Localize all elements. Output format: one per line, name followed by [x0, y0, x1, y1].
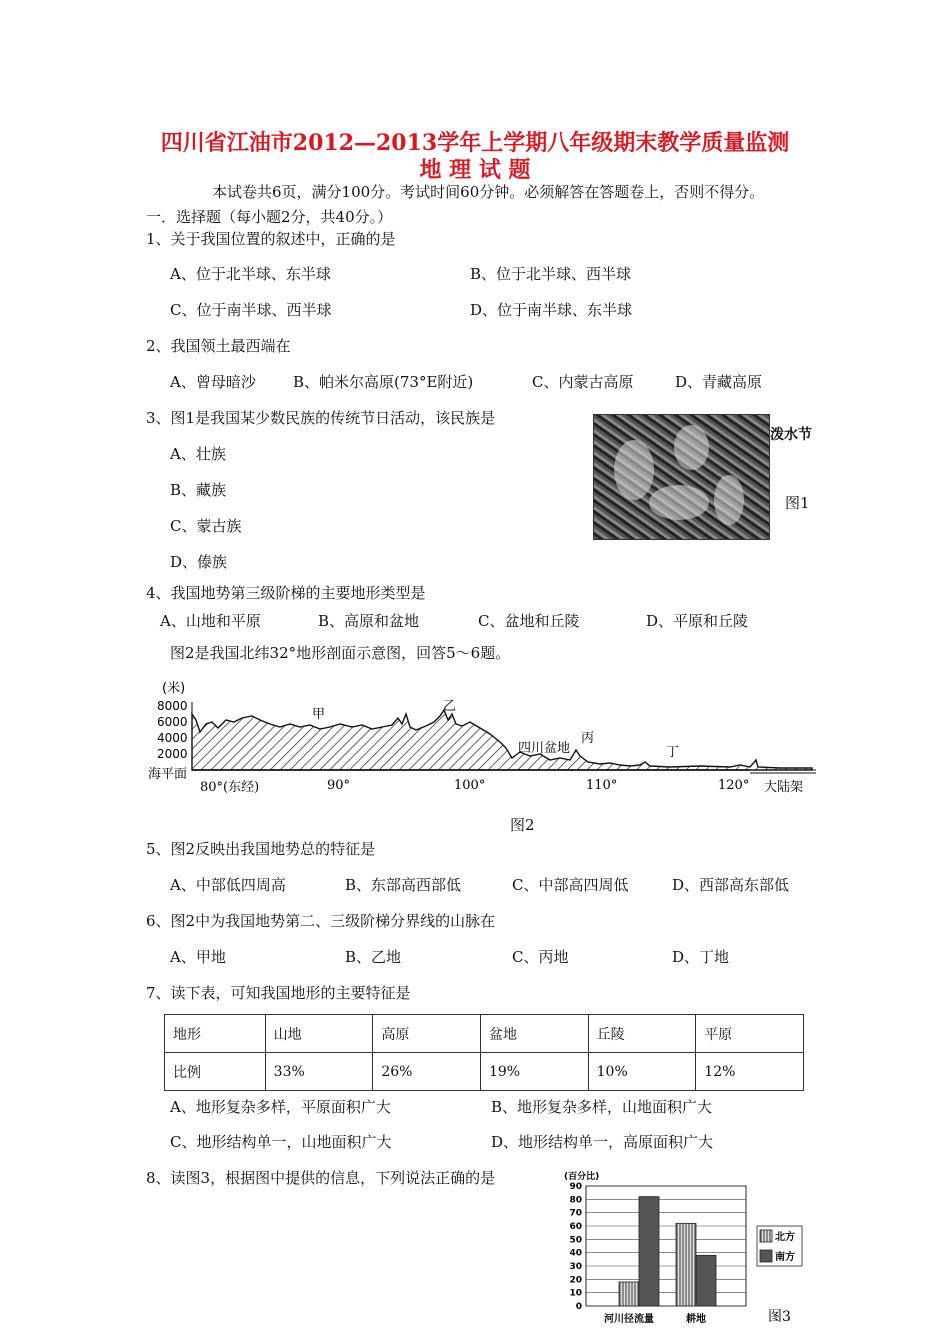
q5-option-c: C、中部高四周低: [512, 876, 629, 894]
q6-option-c: C、丙地: [512, 948, 569, 966]
q5-option-a: A、中部低四周高: [170, 876, 286, 894]
table-cell: 19%: [480, 1053, 588, 1091]
table-header-cell: 平原: [696, 1015, 804, 1053]
q3-option-c: C、蒙古族: [170, 517, 242, 535]
q7-option-d: D、地形结构单一，高原面积广大: [491, 1133, 714, 1151]
exam-intro: 本试卷共6页，满分100分。考试时间60分钟。必须解答在答题卷上，否则不得分。: [212, 183, 765, 201]
figure1-photo: [593, 414, 770, 540]
q6-option-a: A、甲地: [170, 948, 226, 966]
figure2-ytick-6000: 6000: [157, 715, 188, 729]
q6-option-d: D、丁地: [672, 948, 730, 966]
figure3-bar: [676, 1223, 696, 1306]
figure2-terrain: [192, 710, 812, 770]
q1-option-a: A、位于北半球、东半球: [170, 265, 331, 283]
figure3-ytick: 80: [569, 1195, 582, 1206]
table-header-cell: 山地: [265, 1015, 373, 1053]
figure2-place-jia: 甲: [312, 707, 326, 722]
section-heading: 一．选择题（每小题2分，共40分。）: [146, 208, 393, 226]
table-cell: 10%: [588, 1053, 696, 1091]
figure2-xtick-80: 80°(东经): [200, 780, 260, 795]
q3-stem: 3、图1是我国某少数民族的传统节日活动，该民族是: [146, 409, 496, 427]
table-header-cell: 盆地: [480, 1015, 588, 1053]
q4-option-d: D、平原和丘陵: [646, 612, 749, 630]
figure2-ytick-4000: 4000: [157, 731, 188, 745]
figure3-ytick: 20: [569, 1275, 582, 1286]
q1-stem: 1、关于我国位置的叙述中，正确的是: [146, 230, 396, 248]
figure3-legend-label: 北方: [775, 1232, 795, 1243]
figure2-xtick-100: 100°: [454, 778, 486, 793]
terrain-table: [164, 1014, 804, 1091]
q2-option-b: B、帕米尔高原(73°E附近): [293, 373, 474, 391]
figure3-ytick: 40: [569, 1248, 582, 1259]
q6-stem: 6、图2中为我国地势第二、三级阶梯分界线的山脉在: [146, 912, 496, 930]
q7-stem: 7、读下表，可知我国地形的主要特征是: [146, 984, 411, 1002]
q2-option-d: D、青藏高原: [675, 373, 763, 391]
q7-option-c: C、地形结构单一，山地面积广大: [170, 1133, 392, 1151]
q7-option-a: A、地形复杂多样，平原面积广大: [170, 1098, 391, 1116]
figure2-ytick-2000: 2000: [157, 747, 188, 761]
q1-option-c: C、位于南半球、西半球: [170, 301, 332, 319]
q4-option-b: B、高原和盆地: [318, 612, 420, 630]
table-header-cell: 丘陵: [588, 1015, 696, 1053]
figure2-unit: (米): [162, 681, 186, 696]
table-header-cell: 高原: [373, 1015, 481, 1053]
q3-option-b: B、藏族: [170, 481, 227, 499]
figure3-ytick: 10: [569, 1288, 582, 1299]
figure1-caption: 图1: [785, 494, 810, 512]
figure2-xtick-110: 110°: [586, 778, 618, 793]
figure3-ytick: 70: [569, 1208, 582, 1219]
figure3-ytick: 60: [569, 1222, 582, 1232]
figure3-frame: [586, 1186, 746, 1306]
q3-option-d: D、傣族: [170, 553, 228, 571]
figure3-bar: [696, 1255, 716, 1306]
figure3-legend-swatch: [760, 1250, 772, 1262]
figure2-shelf: 大陆架: [764, 780, 804, 795]
q4-option-a: A、山地和平原: [160, 612, 261, 630]
figure2-ytick-8000: 8000: [157, 699, 188, 713]
exam-subtitle: 地 理 试 题: [419, 157, 531, 183]
table-cell: 26%: [373, 1053, 481, 1091]
figure2-xtick-120: 120°: [718, 778, 750, 793]
q8-stem: 8、读图3，根据图中提供的信息，下列说法正确的是: [146, 1169, 496, 1187]
table-row: [165, 1053, 804, 1091]
figure3-chart: [556, 1166, 816, 1338]
figure2-profile: [140, 672, 820, 802]
q7-option-b: B、地形复杂多样，山地面积广大: [491, 1098, 713, 1116]
table-row: [165, 1015, 804, 1053]
figure2-caption: 图2: [510, 816, 535, 834]
q4-option-c: C、盆地和丘陵: [478, 612, 580, 630]
exam-title: 四川省江油市2012—2013学年上学期八年级期末教学质量监测: [160, 130, 790, 156]
q2-stem: 2、我国领土最西端在: [146, 337, 291, 355]
table-header-cell: 地形: [165, 1015, 266, 1053]
figure3-bar: [639, 1197, 659, 1306]
figure1-label: 泼水节: [770, 427, 812, 443]
figure3-ylabel: (百分比): [564, 1172, 600, 1182]
figure2-place-basin: 四川盆地: [518, 741, 571, 756]
figure2-place-bing: 丙: [581, 731, 595, 746]
q5-stem: 5、图2反映出我国地势总的特征是: [146, 840, 376, 858]
figure3-xtick: 耕地: [686, 1314, 706, 1325]
figure3-legend-swatch: [760, 1230, 772, 1242]
q1-option-d: D、位于南半球、东半球: [470, 301, 633, 319]
figure2-place-yi: 乙: [443, 699, 457, 714]
q3-option-a: A、壮族: [170, 445, 226, 463]
q1-option-b: B、位于北半球、西半球: [470, 265, 632, 283]
q5-option-b: B、东部高西部低: [345, 876, 462, 894]
figure3-ytick: 0: [575, 1302, 582, 1312]
figure3-caption: 图3: [768, 1309, 791, 1325]
table-cell: 33%: [265, 1053, 373, 1091]
q4-stem: 4、我国地势第三级阶梯的主要地形类型是: [146, 584, 426, 602]
figure3-legend-label: 南方: [775, 1252, 795, 1263]
figure3-ytick: 90: [569, 1182, 582, 1192]
figure3-bar: [619, 1282, 639, 1306]
figure2-sea-level: 海平面: [148, 767, 188, 782]
q5-option-d: D、西部高东部低: [672, 876, 790, 894]
figure3-ytick: 50: [569, 1235, 582, 1246]
table-cell: 12%: [696, 1053, 804, 1091]
figure2-place-ding: 丁: [666, 745, 680, 760]
figure3-ytick: 30: [569, 1262, 582, 1272]
figure3-xtick: 河川径流量: [604, 1314, 654, 1325]
q2-option-a: A、曾母暗沙: [170, 373, 256, 391]
q6-option-b: B、乙地: [345, 948, 402, 966]
table-cell: 比例: [165, 1053, 266, 1091]
figure2-xtick-90: 90°: [327, 778, 351, 793]
figure2-intro: 图2是我国北纬32°地形剖面示意图，回答5～6题。: [170, 644, 511, 662]
q2-option-c: C、内蒙古高原: [532, 373, 634, 391]
